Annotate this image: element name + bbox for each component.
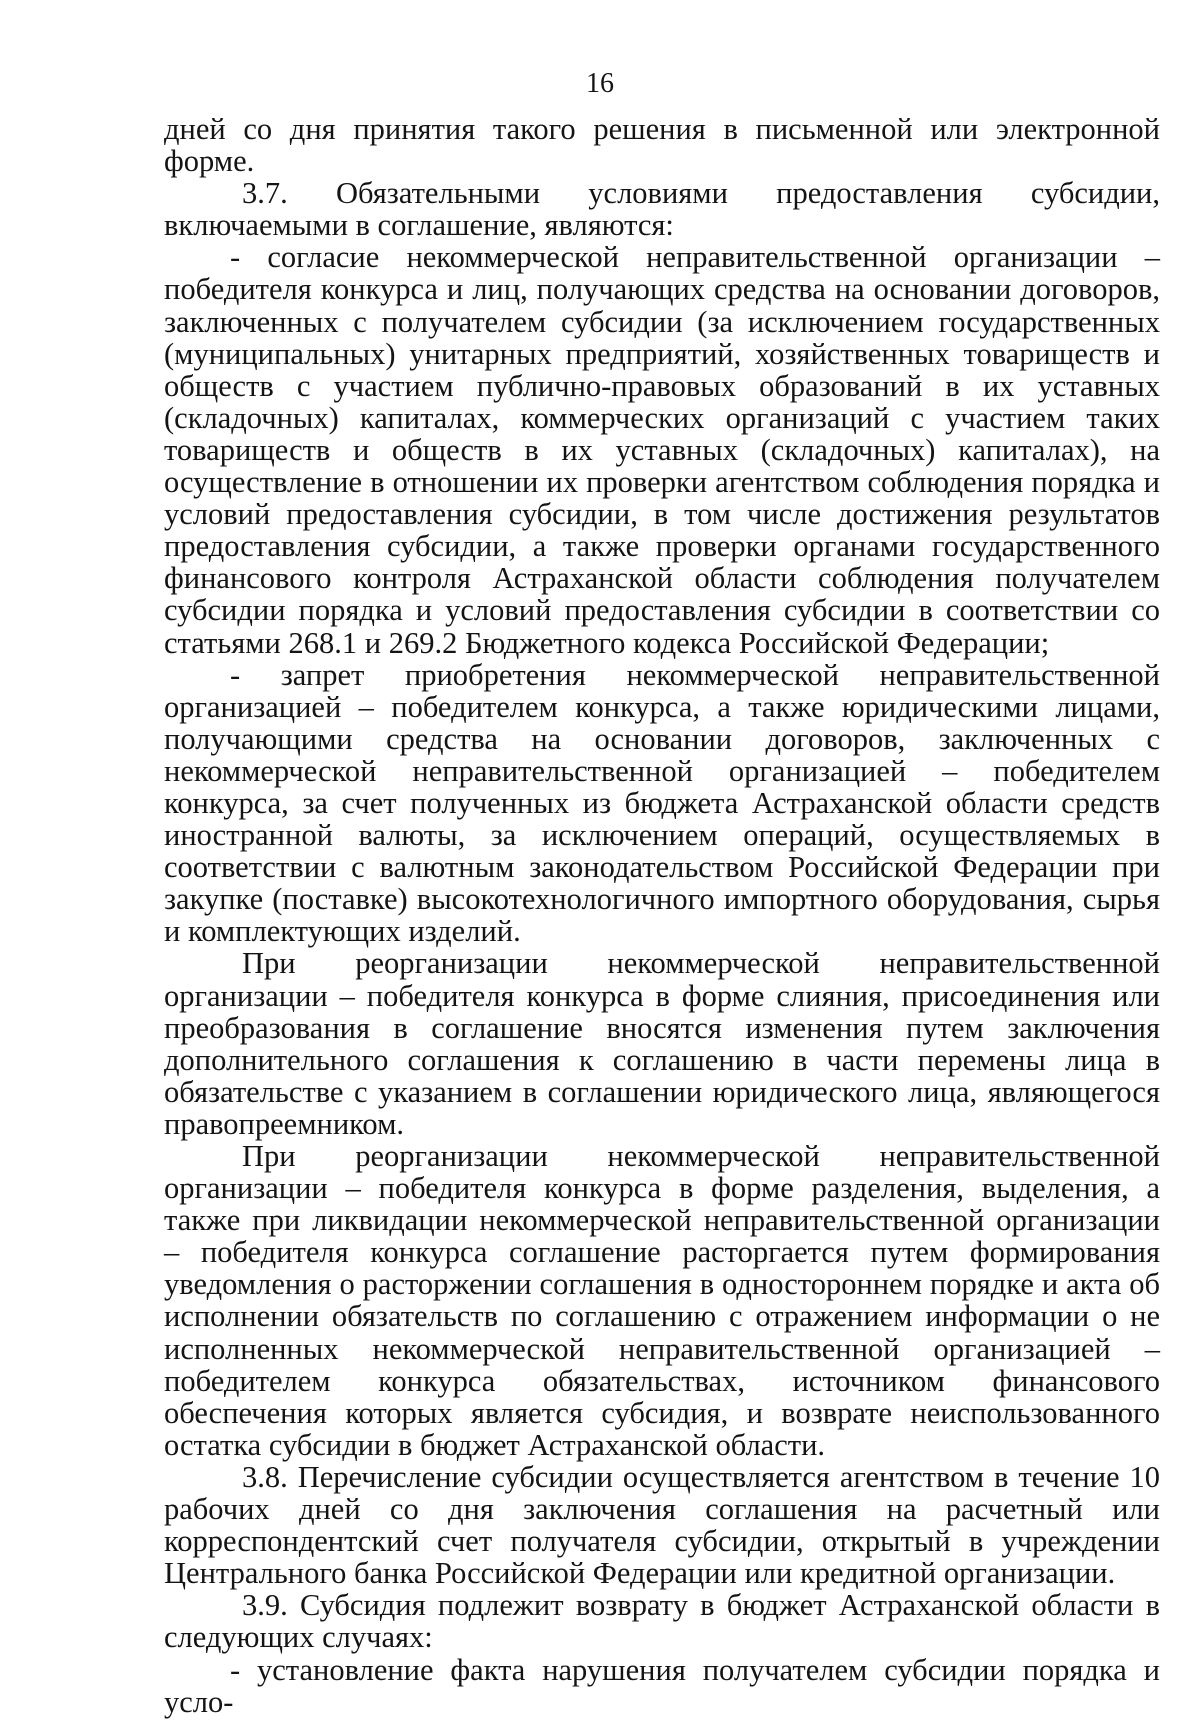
paragraph-3-8: 3.8. Перечисление субсидии осуществляется агентством в течение 10 рабочих дней со дня заключения соглашения на расчетный или корреспондентский счет получателя субсидии, открытый в учреждении Центрального банка Российской Федерации или кредитной организации. (164, 1459, 1160, 1591)
paragraph-reorganization-division: При реорганизации некоммерческой неправительственной организации – победителя конкурса в форме разделения, выделения, а также при ликвидации некоммерческой неправительственной организации – победителя конкурса соглашение расторгается путем формирования уведомления о расторжении соглашения в одностороннем порядке и акта об исполнении обязательств по соглашению с отражением информации о не исполненных некоммерческой неправительственной организацией – победителем конкурса обязательствах, источником финансового обеспечения которых является субсидия, и возврате неиспользованного остатка субсидии в бюджет Астраханской области. (164, 1139, 1160, 1462)
page-number: 16 (586, 68, 614, 99)
list-item-consent: - согласие некоммерческой неправительственной организации – победителя конкурса и лиц, получающих средства на основании договоров, заключенных с получателем субсидии (за исключением государственных (муниципальных) унитарных предприятий, хозяйственных товариществ и обществ с участием публично-правовых образований в их уставных (складочных) капиталах, коммерческих организаций с участием таких товариществ и обществ в их уставных (складочных) капиталах), на осуществление в отношении их проверки агентством соблюдения порядка и условий предоставления субсидии, в том числе достижения результатов предоставления субсидии, а также проверки органами государственного финансового контроля Астраханской области соблюдения получателем субсидии порядка и условий предоставления субсидии в соответствии со статьями 268.1 и 269.2 Бюджетного кодекса Российской Федерации; (164, 240, 1160, 660)
paragraph-3-9: 3.9. Субсидия подлежит возврату в бюджет Астраханской области в следующих случаях: (164, 1588, 1160, 1655)
paragraph-reorganization-merger: При реорганизации некоммерческой неправительственной организации – победителя конкурса в форме слияния, присоединения или преобразования в соглашение вносятся изменения путем заключения дополнительного соглашения к соглашению в части перемены лица в обязательстве с указанием в соглашении юридического лица, являющегося правопреемником. (164, 946, 1160, 1141)
list-item-prohibition: - запрет приобретения некоммерческой неправительственной организацией – победителем конкурса, а также юридическими лицами, получающими средства на основании договоров, заключенных с некоммерческой неправительственной организацией – победителем конкурса, за счет полученных из бюджета Астраханской области средств иностранной валюты, за исключением операций, осуществляемых в соответствии с валютным законодательством Российской Федерации при закупке (поставке) высокотехнологичного импортного оборудования, сырья и комплектующих изделий. (164, 657, 1160, 949)
paragraph-3-7: 3.7. Обязательными условиями предоставления субсидии, включаемыми в соглашение, являются: (164, 176, 1160, 243)
list-item-violation: - установление факта нарушения получателем субсидии порядка и усло- (164, 1652, 1160, 1719)
paragraph-continuation: дней со дня принятия такого решения в письменной или электронной форме. (164, 112, 1160, 179)
document-body (164, 113, 1160, 1718)
